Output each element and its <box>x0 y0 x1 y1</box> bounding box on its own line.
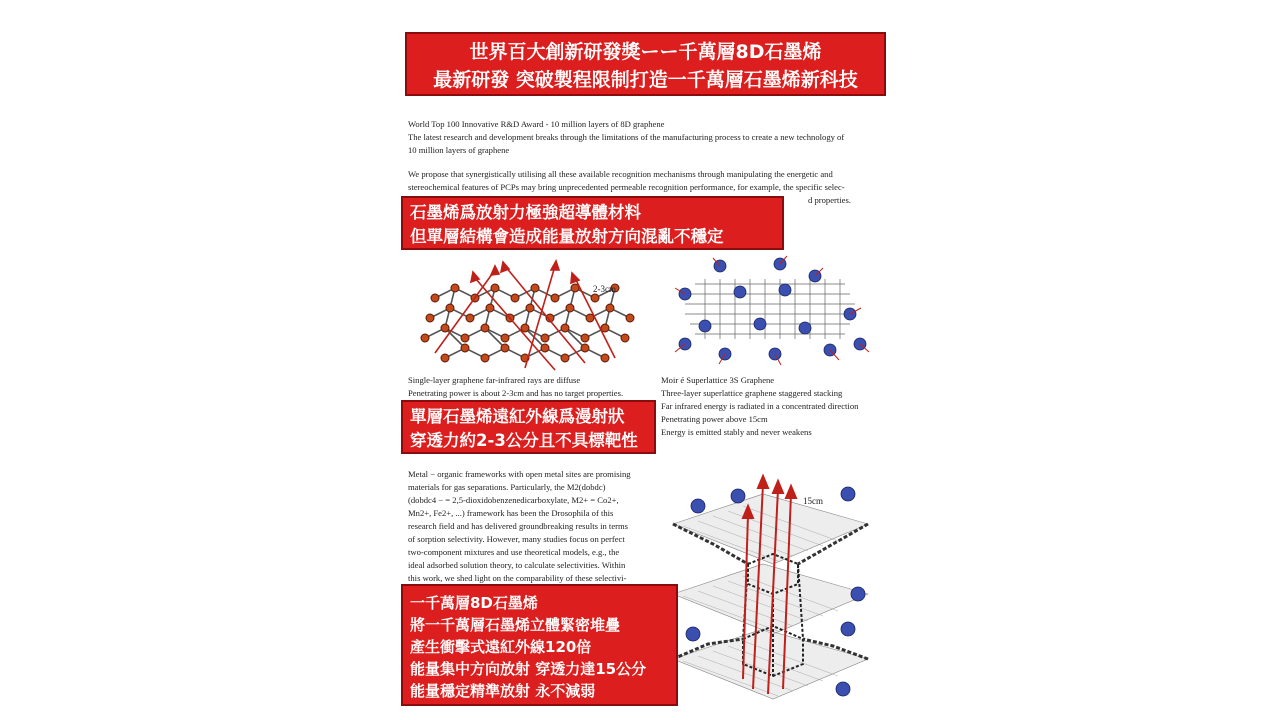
caption-line: Single-layer graphene far-infrared rays are diffuse <box>408 375 581 385</box>
callout-line: 但單層結構會造成能量放射方向混亂不穩定 <box>410 227 724 246</box>
paragraph-line: stereochemical features of PCPs may bring unprecedented permeable recognition performance, for example, the specific selec- <box>408 182 845 192</box>
paragraph-line: d properties. <box>808 195 851 205</box>
callout-line: 單層石墨烯遠紅外線爲漫射狀 <box>410 407 625 426</box>
range-label-15cm: 15cm <box>803 496 823 506</box>
callout-single-layer <box>401 400 656 454</box>
caption-line: Penetrating power is about 2-3cm and has no target properties. <box>408 388 624 398</box>
paragraph-line: research field and has delivered groundbreaking results in terms <box>408 521 629 531</box>
paragraph-line: this work, we shed light on the comparability of these selectivi- <box>408 573 627 583</box>
intro-text <box>408 118 844 157</box>
single-layer-graphene-figure <box>415 258 655 378</box>
stacked-graphene-figure <box>653 454 885 712</box>
functional-group-atoms <box>679 258 866 360</box>
callout-8d-graphene <box>401 584 678 706</box>
paragraph-line: (dobdc4 − = 2,5-dioxidobenzenedicarboxylate, M2+ = Co2+, <box>408 495 619 505</box>
title-line-1: 世界百大創新研發獎ーー千萬層8D石墨烯 <box>469 41 822 63</box>
paragraph-line: two-component mixtures and use theoretical models, e.g., the <box>408 547 620 557</box>
callout-superconductor <box>401 196 784 250</box>
caption-line: Penetrating power above 15cm <box>661 414 768 424</box>
callout-line: 將一千萬層石墨烯立體緊密堆疊 <box>410 616 621 634</box>
caption-line: Energy is emitted stably and never weakens <box>661 427 812 437</box>
callout-line: 產生衝擊式遠紅外線120倍 <box>410 638 592 656</box>
intro-line: World Top 100 Innovative R&D Award - 10 million layers of 8D graphene <box>408 119 665 129</box>
caption-line: Far infrared energy is radiated in a concentrated direction <box>661 401 859 411</box>
paragraph-line: Mn2+, Fe2+, ...) framework has been the Drosophila of this <box>408 508 614 518</box>
intro-line: 10 million layers of graphene <box>408 145 510 155</box>
document-page <box>395 22 890 712</box>
paragraph-2 <box>408 468 631 585</box>
honeycomb-sheet <box>685 279 855 339</box>
paragraph-line: Metal − organic frameworks with open metal sites are promising <box>408 469 631 479</box>
range-label-2-3cm: 2-3cm <box>593 284 616 294</box>
paragraph-line: ideal adsorbed solution theory, to calculate selectivities. Within <box>408 560 626 570</box>
paragraph-line: materials for gas separations. Particularly, the M2(dobdc) <box>408 482 606 492</box>
paragraph-line: of sorption selectivity. However, many studies focus on perfect <box>408 534 625 544</box>
caption-line: Moir é Superlattice 3S Graphene <box>661 375 775 385</box>
callout-line: 石墨烯爲放射力極強超導體材料 <box>410 203 641 222</box>
callout-line: 穿透力約2-3公分且不具標靶性 <box>410 431 638 450</box>
paragraph-line: We propose that synergistically utilising all these available recognition mechanisms through manipulating the energetic and <box>408 169 833 179</box>
intro-line: The latest research and development breaks through the limitations of the manufacturing process to create a new technology of <box>408 132 845 142</box>
caption-single-layer <box>408 374 623 400</box>
title-line-2: 最新研發 突破製程限制打造一千萬層石墨烯新科技 <box>433 69 858 91</box>
superlattice-graphene-figure <box>665 254 875 374</box>
callout-line: 能量集中方向放射 穿透力達15公分 <box>410 660 647 678</box>
caption-line: Three-layer superlattice graphene staggered stacking <box>661 388 843 398</box>
caption-superlattice <box>661 374 858 439</box>
title-banner <box>405 32 886 96</box>
callout-line: 一千萬層8D石墨烯 <box>410 594 538 612</box>
callout-line: 能量穩定精準放射 永不減弱 <box>410 682 596 700</box>
